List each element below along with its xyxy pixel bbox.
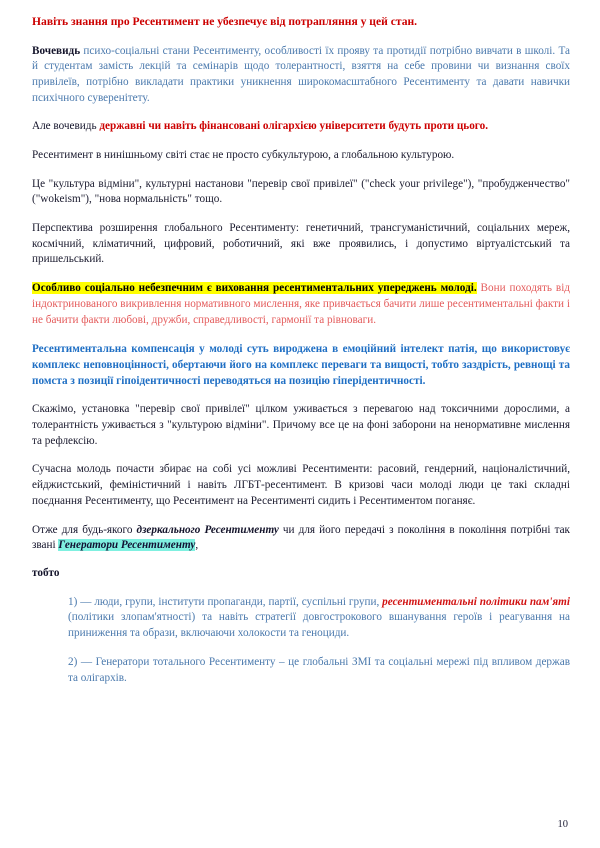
list-item bbox=[68, 595, 570, 643]
paragraph-universities bbox=[32, 119, 570, 135]
paragraph-youth-bias-highlight: Особливо соціально небезпечним є виховання ресентиментальних упереджень молоді. bbox=[32, 282, 477, 295]
list-item bbox=[68, 655, 570, 687]
page-number: 10 bbox=[557, 819, 568, 830]
paragraph-modern-youth: Сучасна молодь почасти збирає на собі усі можливі Ресентименти: расовий, гендерний, націоналістичний, ейджистський, феміністичний і навіть ЛГБТ-ресентимент. В кризові часи молоді люди це такі складні поєднання Ресентименту, що Ресентимент на Ресентименті сидить і Ресентиментом поганяє. bbox=[32, 463, 570, 507]
paragraph-evident-lead: Вочевидь bbox=[32, 44, 81, 57]
page-heading: Навіть знання про Ресентимент не убезпечує від потрапляння у цей стан. bbox=[32, 15, 418, 28]
paragraph-compensation: Ресентиментальна компенсація у молоді суть вироджена в емоційний інтелект патія, що використовує комплекс неповноцінності, обертаючи його на комплекс переваги та вищості, тобто заздрість, ревнощі та помста з позиції гіпоідентичності переводяться на позицію гіперідентичності. bbox=[32, 342, 570, 387]
list-item-marker: 1) bbox=[68, 595, 78, 608]
paragraph-lets-say: Скажімо, установка "перевір свої привілеї" цілком уживається з перевагою над токсичними дорослими, а толерантність уживається з "культурою відміни". Причому все це на фоні заборони на ненормативне мислення та рефлексію. bbox=[32, 403, 570, 447]
list-item-part2: (політики злопам'ятності) та навіть стратегії довгострокового вшанування героїв і реагування на приниження та образи, включаючи холокости та геноциди. bbox=[68, 611, 570, 640]
paragraph-therefore-generators-highlight: Генератори Ресентименту bbox=[58, 539, 196, 552]
paragraph-perspective: Перспектива розширення глобального Ресентименту: генетичний, трансгуманістичний, соціальних мереж, космічний, кліматичний, цифровий, роботичний, які вже проявились, і допустимо віртуалістський та пришельський. bbox=[32, 222, 570, 266]
paragraph-universities-emphasis: державні чи навіть фінансовані олігархією університети будуть проти цього. bbox=[99, 120, 489, 133]
paragraph-therefore-part2: чи для його передачі з покоління в покоління потрібні так звані bbox=[32, 523, 570, 552]
paragraph-therefore-mirror-emphasis: дзеркального Ресентименту bbox=[136, 523, 279, 536]
generators-list bbox=[32, 595, 570, 688]
paragraph-therefore bbox=[32, 523, 570, 554]
paragraph-cancel-culture: Це "культура відміни", культурні настанови "перевір свої привілеї" ("check your privilege"), "пробудженчество" ("wokeism"), "нова нормальність" тощо. bbox=[32, 177, 570, 206]
list-item-part1: — люди, групи, інститути пропаганди, партії, суспільні групи, bbox=[77, 595, 383, 608]
paragraph-therefore-part3: , bbox=[195, 539, 199, 552]
paragraph-youth-bias bbox=[32, 281, 570, 329]
paragraph-evident-body: психо-соціальні стани Ресентименту, особливості їх прояву та протидії потрібно вивчати в школі. Та й студентам замість лекцій та семінарів щодо толерантності, взяття на себе провини чи визнання своїх привілеїв, потрібно викладати практики уникнення широкомасштабного Ресентименту та давати навички психічного суверенітету. bbox=[32, 44, 570, 104]
paragraph-evident bbox=[32, 44, 570, 107]
list-item-emphasis: ресентиментальні політики пам'яті bbox=[382, 595, 570, 608]
tobto-label: тобто bbox=[32, 566, 60, 579]
paragraph-global-culture: Ресентимент в нинішньому світі стає не просто субкультурою, а глобальною культурою. bbox=[32, 149, 455, 161]
paragraph-universities-lead: Але вочевидь bbox=[32, 120, 100, 133]
paragraph-youth-bias-body: Вони походять від індоктринованого викривлення нормативного мислення, яке привчається бачити лише ресентиментальні факти і не бачити факти любові, дружби, справедливості, гармонії та рівноваги. bbox=[32, 282, 570, 326]
paragraph-therefore-part1: Отже для будь-якого bbox=[32, 523, 137, 536]
list-item-part1: — Генератори тотального Ресентименту – це глобальні ЗМІ та соціальні мережі під впливом держав та олігархів. bbox=[68, 656, 570, 685]
list-item-marker: 2) bbox=[68, 656, 78, 669]
